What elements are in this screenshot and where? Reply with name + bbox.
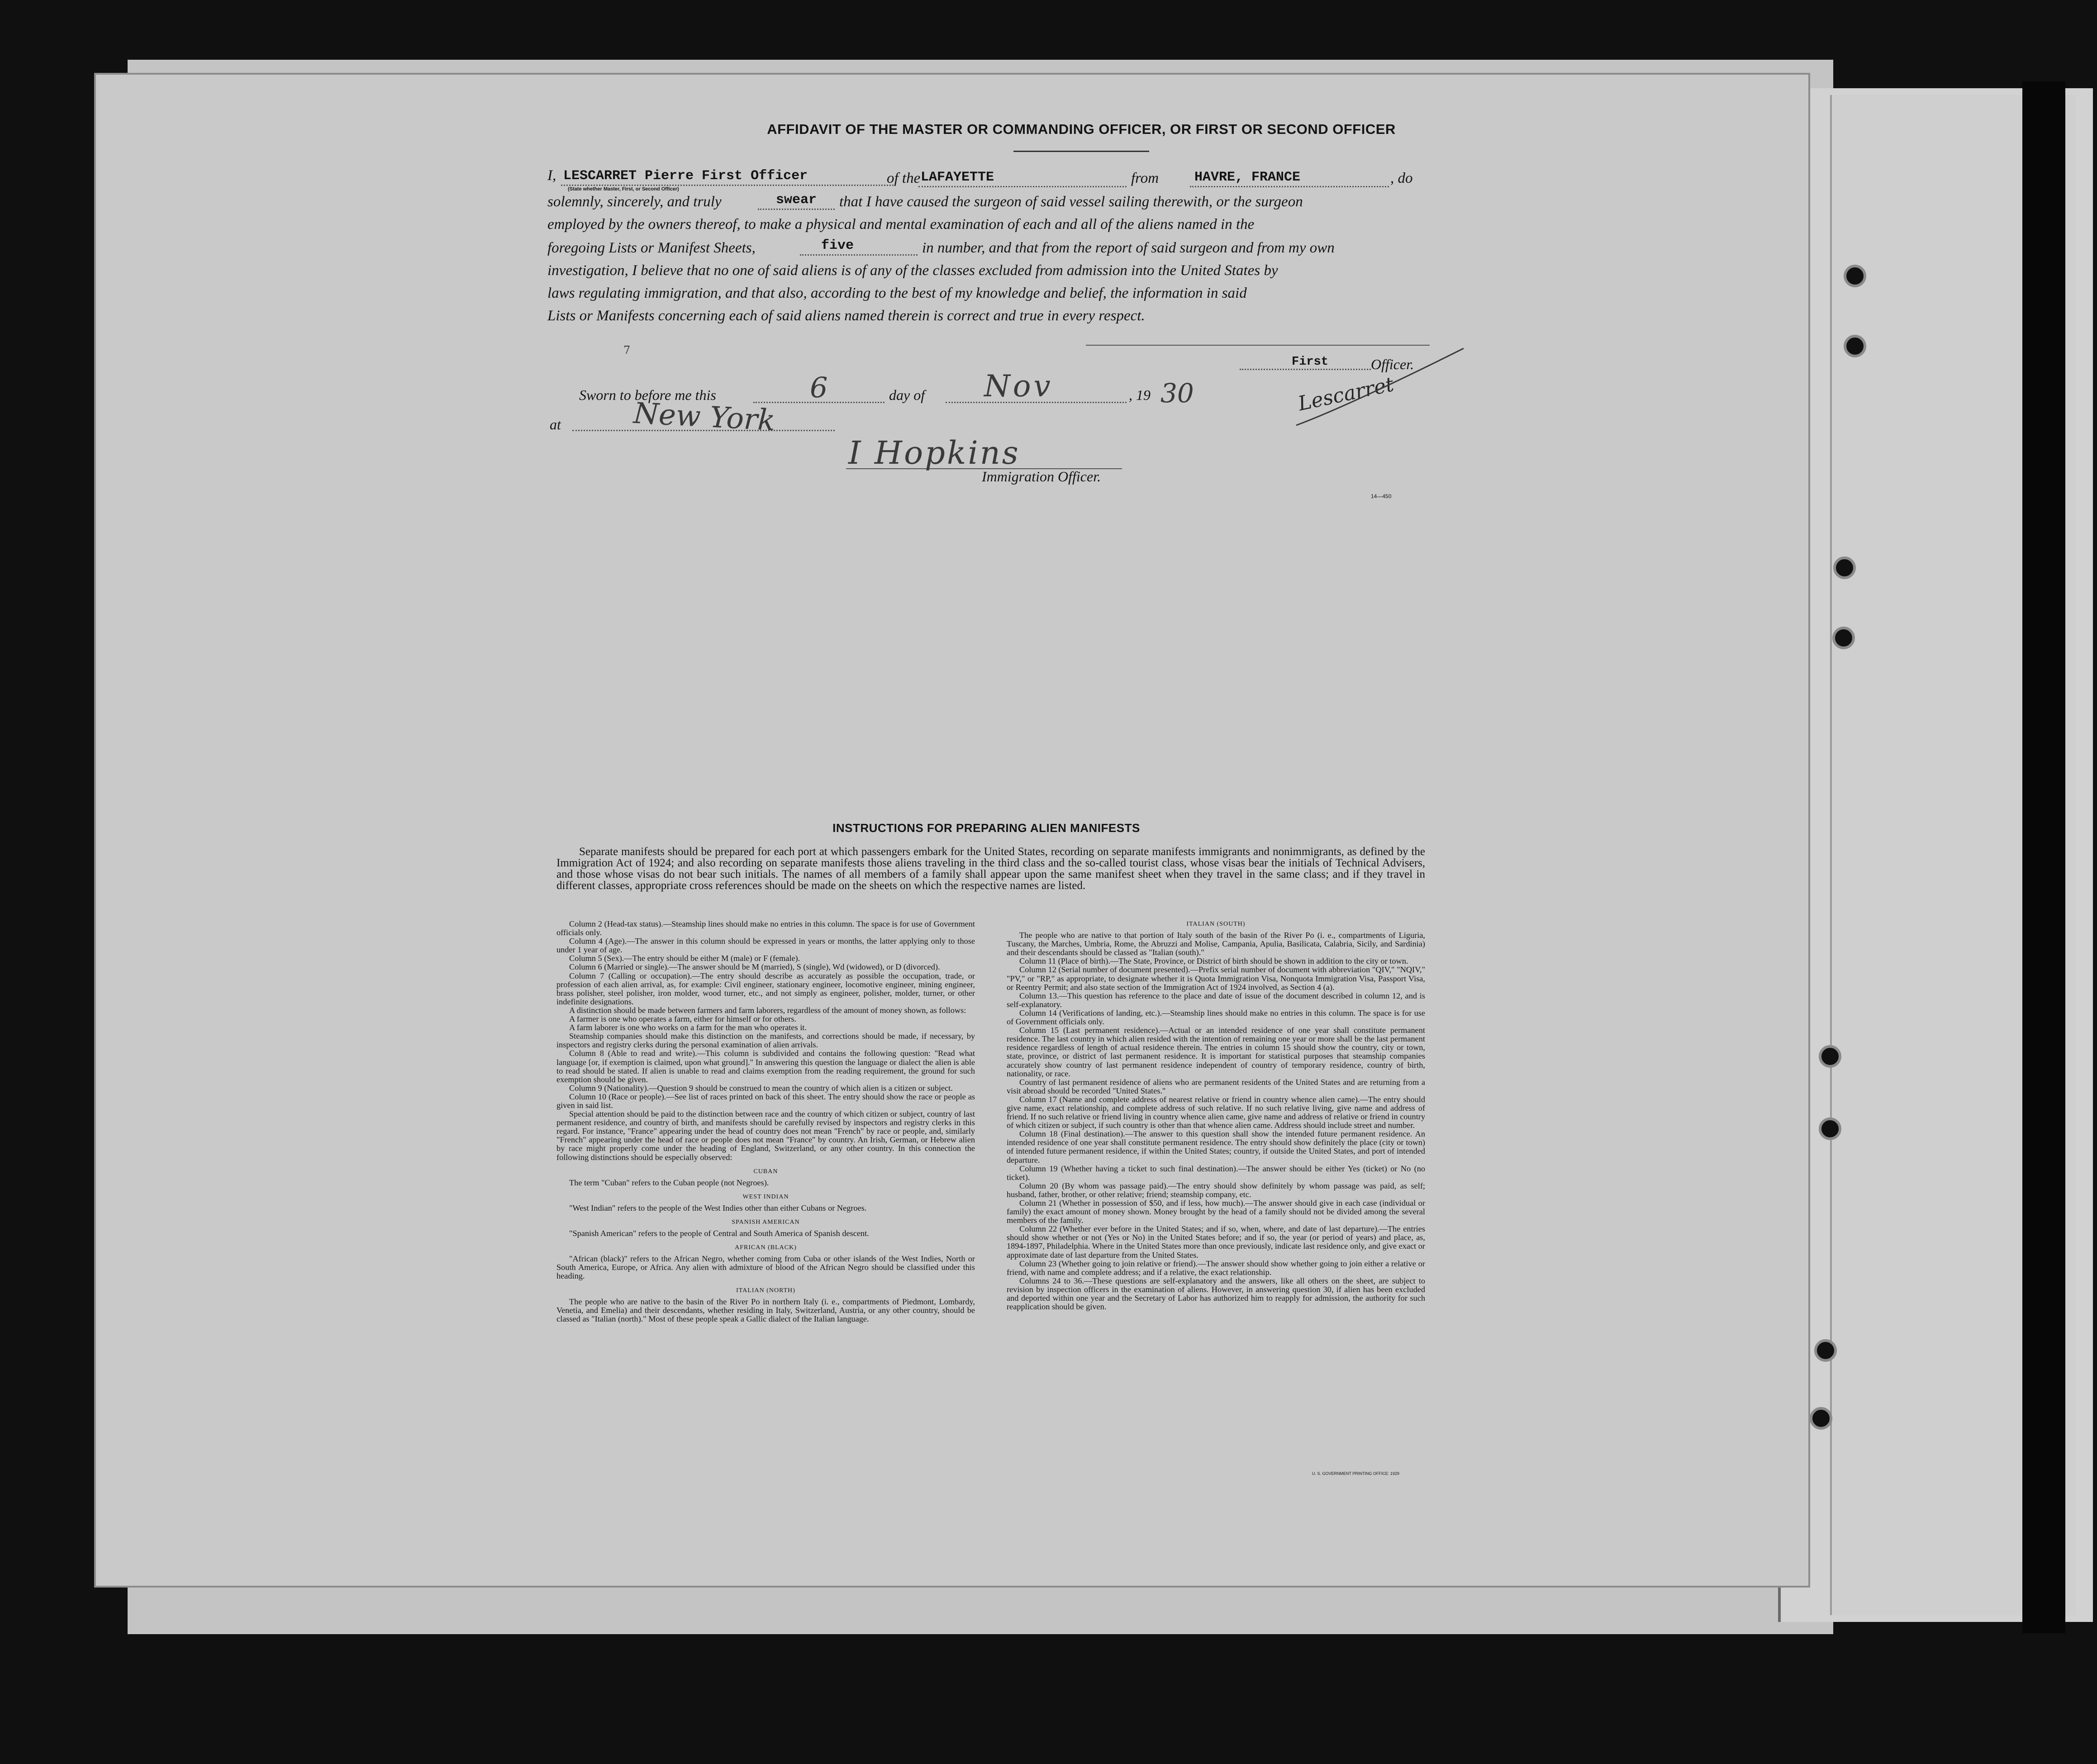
officer-signature: Lescarret: [1296, 372, 1396, 416]
line4-start: foregoing Lists or Manifest Sheets,: [547, 240, 756, 256]
instruction-paragraph: Column 7 (Calling or occupation).—The entry should describe as accurately as possible the occupation, trade, or profession of each alien arrival, as, for example: Civil engineer, stationary engineer, locomotive engineer, mining engineer, brass polisher, steel polisher, iron molder, wood turner, etc., and not simply as engineer, polisher, molder, turner, or other indefinite designations.: [556, 971, 975, 1006]
punch-hole: [1819, 1045, 1841, 1068]
sworn-year-suffix: 30: [1160, 378, 1194, 409]
instruction-paragraph: Column 2 (Head-tax status).—Steamship lines should make no entries in this column. The space is for use of Government officials only.: [556, 919, 975, 937]
instruction-paragraph: Column 5 (Sex).—The entry should be either M (male) or F (female).: [569, 954, 800, 963]
instruction-paragraph: Column 17 (Name and complete address of nearest relative or friend in country whence alien came).—The entry should give name, exact relationship, and complete address of such relative. If no such relative living, give name and address of friend. If no such relative or friend living in country whence alien came, give name and address of relative or friend in country of which citizen or subject, if such country is other than that whence alien came. Address should include street and number.: [1007, 1094, 1425, 1130]
sworn-day: 6: [810, 371, 828, 404]
heading-italian-south: ITALIAN (SOUTH): [1186, 921, 1246, 927]
affidavit-line-6: laws regulating immigration, and that also, according to the best of my knowledge and belief, the information in said: [547, 285, 1247, 301]
punch-hole: [1833, 556, 1856, 579]
instruction-paragraph: Column 12 (Serial number of document presented).—Prefix serial number of document with abbreviation "QIV," "NQIV," "PV," or "RP," as appropriate, to designate whether it is Quota Immigration Visa, Nonquota Immigration Visa, Passport Visa, or Reentry Permit; and also state section of the Immigration Act of 1924 involved, as Section 4 (a).: [1007, 965, 1425, 992]
instruction-paragraph: "West Indian" refers to the people of the West Indies other than either Cubans or Negroes.: [569, 1203, 867, 1212]
affidavit-line-7: Lists or Manifests concerning each of said aliens named therein is correct and true in every respect.: [547, 308, 1145, 324]
sheets-line: [800, 254, 918, 256]
instruction-paragraph: "African (black)" refers to the African Negro, whether coming from Cuba or other islands of the West Indies, North or South America, Europe, or Africa. Any alien with admixture of blood of the African Negro should be classified under this heading.: [556, 1254, 975, 1281]
officer-label: Officer.: [1371, 356, 1414, 372]
punch-hole: [1844, 335, 1866, 357]
port-line: [1190, 186, 1389, 187]
instruction-paragraph: Column 19 (Whether having a ticket to such final destination).—The answer should be either Yes (ticket) or No (no ticket).: [1007, 1164, 1425, 1182]
port-fill: HAVRE, FRANCE: [1194, 170, 1301, 185]
officer-name-line: [561, 185, 894, 186]
instruction-paragraph: Column 21 (Whether in possession of $50, and if less, how much).—The answer should give in each case (individual or family) the exact amount of money shown. Money brought by the head of a family should not be divided among the several members of the family.: [1007, 1198, 1425, 1225]
instruction-paragraph: A distinction should be made between farmers and farm laborers, regardless of the amount of money shown, as follows:: [569, 1005, 966, 1015]
heading-african-black: AFRICAN (BLACK): [735, 1244, 797, 1251]
title-rule: [1013, 151, 1149, 152]
punch-hole: [1844, 265, 1866, 287]
binding-gutter: [2022, 81, 2065, 1633]
punch-hole: [1819, 1117, 1841, 1140]
from-text: from: [1131, 170, 1159, 186]
affidavit-line-5: investigation, I believe that no one of said aliens is of any of the classes excluded from admission into the United States by: [547, 262, 1278, 279]
heading-spanish-american: SPANISH AMERICAN: [732, 1219, 800, 1226]
sworn-place: New York: [632, 396, 776, 438]
instruction-paragraph: Column 4 (Age).—The answer in this column should be expressed in years or months, the latter applying only to those under 1 year of age.: [556, 937, 975, 955]
vessel-line: [918, 186, 1127, 187]
affidavit-line-3: employed by the owners thereof, to make a physical and mental examination of each and all of the aliens named in the: [547, 216, 1255, 233]
instruction-paragraph: Column 20 (By whom was passage paid).—The entry should show definitely by whom passage was paid, as self; husband, father, brother, or other relative; friend; steamship company, etc.: [1007, 1181, 1425, 1199]
instruction-paragraph: Steamship companies should make this distinction on the manifests, and corrections should be made, if necessary, by inspectors and registry clerks during the personal examination of alien arrivals.: [556, 1032, 975, 1050]
instruction-paragraph: Column 9 (Nationality).—Question 9 should be construed to mean the country of which alien is a citizen or subject.: [569, 1083, 953, 1093]
instruction-paragraph: Column 15 (Last permanent residence).—Actual or an intended residence of one year shall constitute permanent residence. The last country in which alien resided with the intention of remaining one year or more shall be the last permanent residence regardless of length of actual residence therein. The entries in column 15 should show the country, city or town, state, province, or district of last permanent residence. It is important for statistical purposes that steamship companies accurately show country of last permanent residence independent of country of temporary residence, country of birth, nationality, or race.: [1007, 1026, 1425, 1078]
instruction-paragraph: Special attention should be paid to the distinction between race and the country of which citizen or subject, country of last permanent residence, and country of birth, and manifests should be carefully revised by inspectors and registry clerks in this regard. For instance, "France" appearing under the head of country does not mean "French" by race or people, and, similarly "French" appearing under the head of race or people does not mean "France" by country. An Irish, German, or Hebrew alien by race might properly come under the heading of England, Switzerland, or any other country. In this connection the following distinctions should be especially observed:: [556, 1109, 975, 1162]
sworn-prefix: Sworn to before me this: [579, 387, 716, 403]
instruction-paragraph: Columns 24 to 36.—These questions are self-explanatory and the answers, like all others on the sheet, are subject to revision by inspection officers in the examination of aliens. However, in answering question 30, if alien has been excluded and deported within one year and the Secretary of Labor has authorized him to reapply for admission, the authority for such reapplication should be given.: [1007, 1276, 1425, 1312]
instructions-right-column: [1007, 920, 1425, 1311]
instruction-paragraph: Column 11 (Place of birth).—The State, Province, or District of birth should be shown in addition to the city or town.: [1019, 956, 1408, 966]
affidavit-line-2: [547, 194, 722, 210]
instruction-paragraph: Column 13.—This question has reference to the place and date of issue of the document described in column 12, and is self-explanatory.: [1007, 991, 1425, 1009]
punch-hole: [1810, 1407, 1832, 1430]
form-number: 14—450: [1371, 493, 1392, 499]
year-prefix: , 19: [1129, 387, 1151, 403]
instruction-paragraph: "Spanish American" refers to the people of Central and South America of Spanish descent.: [569, 1229, 869, 1238]
immigration-signature: I Hopkins: [848, 434, 1020, 471]
punch-hole: [1832, 627, 1855, 649]
rank-note: (State whether Master, First, or Second Officer): [568, 186, 679, 192]
instruction-paragraph: The people who are native to the basin of the River Po in northern Italy (i. e., compartments of Piedmont, Lombardy, Venetia, and Emelia) and their descendants, whether residing in Italy, Switzerland, Austria, or any other country, should be classed as "Italian (north)." Most of these people speak a Gallic dialect of the Italian language.: [556, 1297, 975, 1323]
punch-hole: [1814, 1339, 1837, 1362]
affidavit-line-1: [547, 167, 556, 184]
heading-west-indian: WEST INDIAN: [742, 1193, 789, 1200]
immigration-officer-label: Immigration Officer.: [982, 468, 1101, 485]
instruction-paragraph: Column 10 (Race or people).—See list of races printed on back of this sheet. The entry should show the race or people as given in said list.: [556, 1092, 975, 1110]
instruction-paragraph: The term "Cuban" refers to the Cuban people (not Negroes).: [569, 1178, 769, 1187]
instructions-left-column: [556, 920, 975, 1323]
sheets-count-fill: five: [821, 238, 854, 253]
pencil-mark: 7: [623, 344, 631, 357]
officer-signature-stroke: [1292, 344, 1468, 434]
heading-italian-north: ITALIAN (NORTH): [736, 1287, 795, 1294]
instruction-paragraph: Column 14 (Verifications of landing, etc.).—Steamship lines should make no entries in this column. The space is for use of Government officials only.: [1007, 1008, 1425, 1027]
line4-end: in number, and that from the report of said surgeon and from my own: [922, 240, 1335, 256]
day-of-text: day of: [889, 387, 925, 403]
at-text: at: [550, 416, 561, 433]
of-the-text: of the: [887, 170, 921, 186]
instruction-paragraph: Column 8 (Able to read and write).—This column is subdivided and contains the following question: "Read what language [or, if exemption is claimed, upon what ground]." In answering this question the language or dialect the alien is able to read should be stated. If alien is unable to read and claims exemption from the reading requirement, the ground for such exemption should be given.: [556, 1049, 975, 1084]
affidavit-title: AFFIDAVIT OF THE MASTER OR COMMANDING OFFICER, OR FIRST OR SECOND OFFICER: [767, 121, 1396, 137]
line1-prefix: I,: [547, 167, 556, 184]
instruction-paragraph: A farmer is one who operates a farm, either for himself or for others.: [569, 1014, 797, 1024]
instruction-paragraph: Column 6 (Married or single).—The answer should be M (married), S (single), Wd (widowed), or D (divorced).: [569, 962, 940, 972]
do-text: , do: [1390, 170, 1413, 186]
affidavit-line-4: [547, 240, 756, 257]
instruction-paragraph: Column 23 (Whether going to join relative or friend).—The answer should show whether going to join either a relative or friend, with name and complete address; and if a relative, the exact relationship.: [1007, 1259, 1425, 1277]
oath-fill: swear: [776, 192, 817, 208]
printer-imprint: U. S. GOVERNMENT PRINTING OFFICE: 1929: [1312, 1471, 1399, 1476]
instruction-paragraph: Column 22 (Whether ever before in the United States; and if so, when, where, and date of last departure).—The entries should show whether or not (Yes or No) in the United States before; and if so, the year (or period of years) and place, as, 1894-1897, Philadelphia. Where in the United States more than once previously, indicate last residence only, and give exact or approximate date of last departure from the United States.: [1007, 1224, 1425, 1260]
oath-line: [758, 209, 835, 210]
instructions-title: INSTRUCTIONS FOR PREPARING ALIEN MANIFESTS: [832, 821, 1140, 835]
line2-start: solemnly, sincerely, and truly: [547, 194, 722, 210]
heading-cuban: CUBAN: [753, 1168, 778, 1175]
vessel-name-fill: LAFAYETTE: [921, 170, 994, 185]
instruction-paragraph: Column 18 (Final destination).—The answer to this question shall show the intended future permanent residence. An intended residence of one year shall constitute permanent residence. The entry should show definitely the place (city or town) of intended future permanent residence, if within the United States; country, if outside the United States, and port of intended departure.: [1007, 1129, 1425, 1165]
line2-end: that I have caused the surgeon of said vessel sailing therewith, or the surgeon: [839, 194, 1303, 210]
instructions-intro: Separate manifests should be prepared for each port at which passengers embark for the United States, recording on separate manifests immigrants and nonimmigrants, as defined by the Immigration Act of 1924; and also recording on separate manifests those aliens traveling in the third class and the so-called tourist class, whose visas bear the initials of Technical Advisers, and those whose visas do not bear such initials. The names of all members of a family shall appear upon the same manifest sheet when they travel in the same class; and if they travel in different classes, appropriate cross references should be made on the sheets on which the respective names are listed.: [556, 846, 1425, 892]
sworn-month: Nov: [984, 369, 1053, 404]
officer-name-fill: LESCARRET Pierre First Officer: [563, 168, 808, 184]
instruction-paragraph: The people who are native to that portion of Italy south of the basin of the River Po (i. e., compartments of Liguria, Tuscany, the Marches, Umbria, Rome, the Abruzzi and Molise, Campania, Apulia, Basilicata, Calabria, Sicily, and Sardinia) and their descendants should be classed as "Italian (south).": [1007, 931, 1425, 957]
officer-rank-fill: First: [1292, 355, 1329, 369]
instruction-paragraph: Country of last permanent residence of aliens who are permanent residents of the United States and are returning from a visit abroad should be recorded "United States.": [1007, 1077, 1425, 1095]
instruction-paragraph: A farm laborer is one who works on a farm for the man who operates it.: [569, 1023, 807, 1032]
